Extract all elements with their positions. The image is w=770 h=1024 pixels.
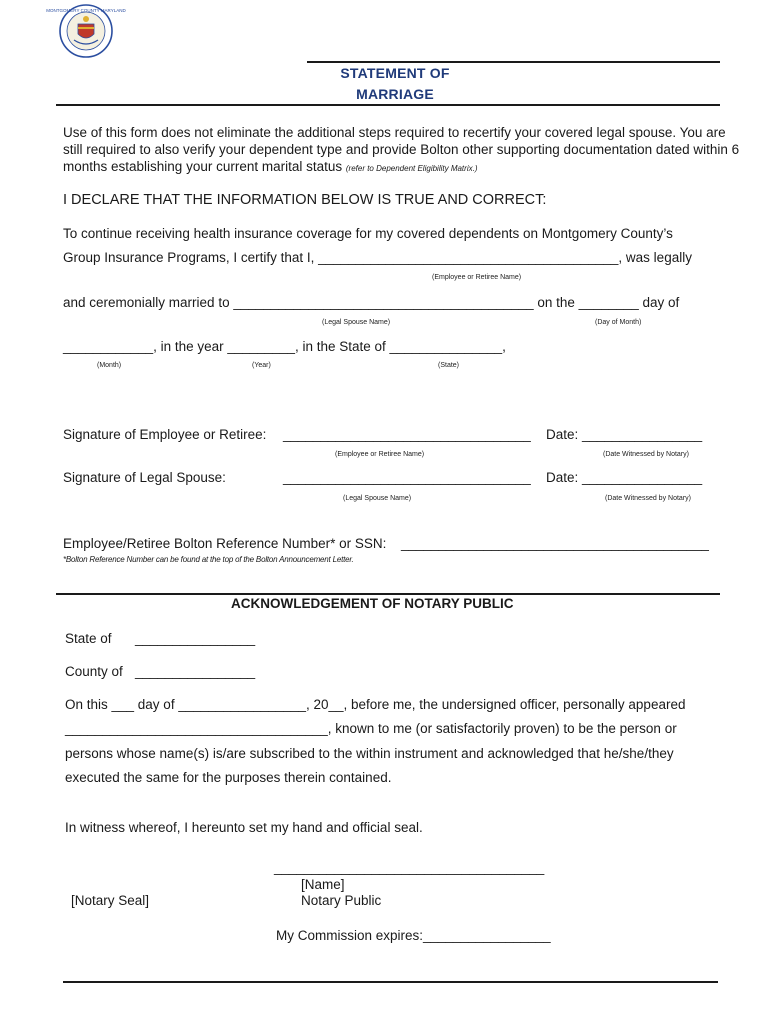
- reference-footnote: *Bolton Reference Number can be found at the top of the Bolton Announcement Letter.: [63, 555, 354, 564]
- employee-date-sublabel: (Date Witnessed by Notary): [603, 451, 689, 458]
- label-month: (Month): [97, 362, 122, 369]
- label-employee-name: (Employee or Retiree Name): [432, 274, 522, 281]
- declaration-heading: I DECLARE THAT THE INFORMATION BELOW IS TRUE AND CORRECT:: [63, 192, 547, 208]
- employee-signature-label: Signature of Employee or Retiree:: [63, 427, 267, 442]
- reference-number-label: Employee/Retiree Bolton Reference Number* or SSN:: [63, 536, 387, 551]
- spouse-date-sublabel: (Date Witnessed by Notary): [605, 495, 691, 502]
- notary-heading: ACKNOWLEDGEMENT OF NOTARY PUBLIC: [231, 596, 514, 611]
- label-spouse-name: (Legal Spouse Name): [322, 319, 391, 326]
- spouse-signature-line[interactable]: _________________________________: [283, 470, 531, 485]
- declaration-line2[interactable]: Group Insurance Programs, I certify that I, ________________________________________, was legally: [63, 250, 692, 265]
- seal-text: MONTGOMERY COUNTY MARYLAND: [46, 8, 126, 13]
- label-day-of-month: (Day of Month): [595, 319, 642, 326]
- declaration-line3[interactable]: and ceremonially married to ________________________________________ on the ________ day of: [63, 295, 680, 310]
- employee-date-line[interactable]: ________________: [582, 427, 703, 442]
- spouse-date-line[interactable]: ________________: [582, 470, 703, 485]
- reference-number-line[interactable]: _________________________________________: [401, 536, 709, 551]
- page-bottom-rule: [63, 981, 718, 983]
- notary-witness-text: In witness whereof, I hereunto set my hand and official seal.: [65, 820, 423, 835]
- notary-signature-line[interactable]: ____________________________________: [274, 860, 545, 875]
- notary-line4: executed the same for the purposes therein contained.: [65, 770, 392, 785]
- title-bottom-rule: [56, 104, 720, 106]
- county-seal-logo: [46, 4, 126, 58]
- intro-note: (refer to Dependent Eligibility Matrix.): [345, 164, 478, 173]
- title-line2: MARRIAGE: [356, 86, 434, 102]
- notary-county-label: County of: [65, 664, 123, 679]
- notary-county-line[interactable]: ________________: [135, 664, 256, 679]
- intro-text: Use of this form does not eliminate the additional steps required to recertify your covered legal spouse. You are still required to also verify your dependent type and provide Bolton other supporting documentation dated within 6 months establishing your current marital status: [63, 125, 740, 174]
- notary-line1[interactable]: On this ___ day of _________________, 20__, before me, the undersigned officer, personally appeared: [65, 697, 686, 712]
- notary-line2[interactable]: ___________________________________, known to me (or satisfactorily proven) to be the person or: [65, 721, 677, 736]
- notary-seal-placeholder: [Notary Seal]: [71, 893, 150, 908]
- declaration-line4[interactable]: ____________, in the year _________, in the State of _______________,: [63, 339, 506, 354]
- spouse-date-label: Date:: [546, 470, 579, 485]
- notary-state-line[interactable]: ________________: [135, 631, 256, 646]
- declaration-line1: To continue receiving health insurance coverage for my covered dependents on Montgomery County’s: [63, 226, 673, 241]
- spouse-signature-sublabel: (Legal Spouse Name): [343, 495, 412, 502]
- notary-state-label: State of: [65, 631, 112, 646]
- notary-commission-expires[interactable]: My Commission expires:_________________: [276, 928, 551, 943]
- employee-signature-line[interactable]: _________________________________: [283, 427, 531, 442]
- notary-top-rule: [56, 593, 720, 595]
- employee-date-label: Date:: [546, 427, 579, 442]
- notary-line3: persons whose name(s) is/are subscribed to the within instrument and acknowledged that he/she/they: [65, 746, 674, 761]
- employee-signature-sublabel: (Employee or Retiree Name): [335, 451, 425, 458]
- label-year: (Year): [252, 362, 271, 369]
- notary-name: [Name]: [301, 877, 345, 892]
- label-state: (State): [438, 362, 460, 369]
- title-top-rule: [307, 61, 720, 63]
- intro-paragraph: [63, 124, 743, 177]
- spouse-signature-label: Signature of Legal Spouse:: [63, 470, 226, 485]
- title-line1: STATEMENT OF: [340, 65, 450, 81]
- notary-title: Notary Public: [301, 893, 382, 908]
